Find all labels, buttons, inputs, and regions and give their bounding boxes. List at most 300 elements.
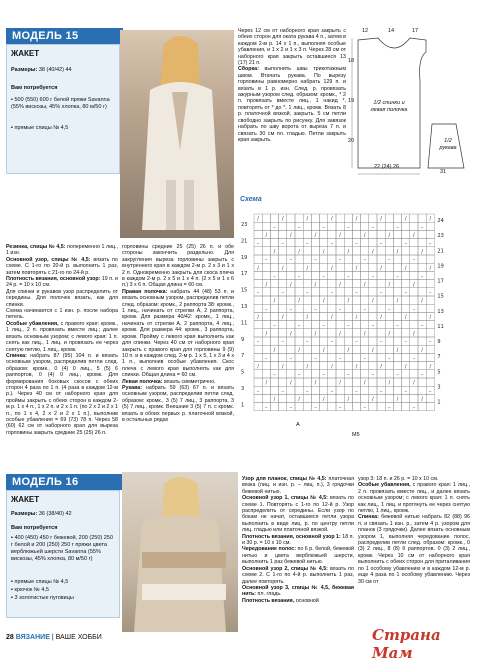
chart-cell bbox=[361, 362, 369, 370]
chart-symbol: / bbox=[429, 314, 432, 321]
chart-symbol: / bbox=[298, 347, 300, 354]
chart-cell bbox=[303, 222, 311, 230]
model15-col1: Резинка, спицы № 4,5: попеременно 1 лиц., 1 изн. Основной узор, спицы № 4,5: вязать по схеме. С 1-го по 20-й р. выполнить 1 раз, затем повторять с 21-го по 24-й р. Плотность вязания, основной узор: 19 п. и 24 р. = 10 х 10 см. Для спинки и рукавов узор распределить от середины. Для полочек вязать, как для спинки. Схема начинается с 1 изн. р. после набора петель. Особые убавления, с правого края: кромк., 1 лиц., 2 п. провязать вместе лиц.; далее вязать основным узором; с левого края: 1 п. снять как лиц., 1 лиц. и провязать ее через снятую петлю, 1 лиц., кромк. Спинка: набрать 87 (95) 104 п. и вязать основным узором, распределив петли след. образом: кромк., 0 (4) 0 лиц., 5 (5) 6 раппортов, 0 (4) 0 лиц., кромк. Для формирования боковых скосов с обеих сторон 4 раза по 1 п. (4 раза в каждом 12-м р.). Через 40 см от наборного края для проймы закрыть с обеих сторон в каждом 2-м р. 1 х 4 п., 1 х 2 п. и 2 х 1 п. (по 2 х 2 и 2 х 1 п., по 1 х 4, 2 х 2 и 2 х 1 п.), выполнив особые убавления = 69 (73) 78 п. Через 58 (60) 62 см от наборного края для выреза горловины закрыть средние 25 (25) 26 п. bbox=[6, 244, 119, 436]
chart-symbol: – bbox=[338, 355, 342, 362]
chart-symbol: – bbox=[347, 224, 350, 231]
chart-cell bbox=[393, 353, 401, 361]
model16-col3: узор 3: 18 п. и 26 р. = 10 х 10 см. Особые убавления, с правого края: 1 лиц., 2 п. провязать вместе лиц., и далее вязать основным узором; с левого края: 1 п. снять как лиц., 1 лиц. и протянуть ее через снятую петлю, 1 лиц., кромк. Спинка: бежевой нитью набрать 82 (88) 96 п. и связать 1 изн. р., затем 4 р. узором для планок (3 грядочки). Далее вязать основным узором 1, выполняя чередование полос, распределив петли след. образом: кромк., 0 (3) 2 лиц., 8 (8) 9 раппортов, 0 (3) 2 лиц., кромк. Через 10 см от наборного края выполнить с обеих сторон для приталивания по 1 особому убавлению и в каждом 12-м р. еще 4 раза по 1 особому убавлению. Через 30 см от bbox=[358, 476, 470, 585]
chart-cell bbox=[344, 263, 352, 271]
chart-cell bbox=[426, 321, 434, 329]
diagram-top-dim-1: 12 bbox=[362, 28, 369, 34]
chart-cell bbox=[361, 263, 369, 271]
chart-symbol: / bbox=[363, 232, 366, 239]
chart-symbol: – bbox=[412, 257, 416, 264]
chart-symbol: – bbox=[355, 290, 358, 296]
chart-repeat-label: М5 bbox=[352, 432, 360, 438]
chart-cell bbox=[361, 394, 369, 402]
need-item: 3 золотистые пуговицы bbox=[14, 595, 74, 601]
chart-cell bbox=[402, 321, 410, 329]
chart-cell bbox=[344, 403, 352, 411]
chart-symbol: / bbox=[273, 249, 276, 255]
chart-symbol: / bbox=[339, 331, 341, 337]
chart-cell bbox=[385, 296, 393, 304]
chart-cell bbox=[361, 370, 369, 378]
chart-cell bbox=[320, 386, 328, 394]
chart-cell bbox=[361, 288, 369, 296]
chart-cell bbox=[303, 271, 311, 279]
chart-symbol: / bbox=[355, 314, 358, 321]
chart-cell bbox=[344, 288, 352, 296]
chart-cell bbox=[328, 255, 336, 263]
chart-symbol: – bbox=[256, 339, 260, 346]
chart-symbol: / bbox=[331, 314, 333, 321]
chart-cell bbox=[369, 337, 377, 345]
chart-cell bbox=[262, 370, 270, 378]
model-photo-figure bbox=[122, 472, 238, 632]
chart-symbol: / bbox=[372, 298, 374, 305]
chart-symbol: / bbox=[314, 380, 317, 387]
chart-cell bbox=[336, 239, 344, 247]
chart-cell bbox=[426, 247, 434, 255]
chart-cell bbox=[262, 345, 270, 353]
chart-row-number-right: 21 bbox=[437, 248, 444, 255]
chart-symbol: / bbox=[290, 331, 292, 337]
chart-cell bbox=[254, 230, 262, 238]
chart-symbol: – bbox=[306, 339, 309, 346]
chart-symbol: – bbox=[306, 240, 309, 247]
chart-cell bbox=[254, 280, 262, 288]
chart-symbol: / bbox=[429, 216, 432, 223]
chart-cell bbox=[262, 394, 270, 402]
chart-row-number-right: 24 bbox=[437, 218, 444, 224]
chart-cell bbox=[303, 329, 311, 337]
chart-cell bbox=[369, 386, 377, 394]
chart-cell bbox=[262, 247, 270, 255]
chart-row-number-left: 1 bbox=[241, 402, 245, 409]
chart-row-number-right: 23 bbox=[437, 233, 444, 240]
chart-row-number-right: 19 bbox=[437, 263, 444, 270]
chart-cell bbox=[418, 312, 426, 320]
chart-cell bbox=[336, 321, 344, 329]
chart-symbol: / bbox=[347, 347, 350, 354]
chart-cell bbox=[320, 239, 328, 247]
chart-row-number-right: 13 bbox=[437, 308, 444, 315]
chart-cell bbox=[426, 370, 434, 378]
chart-cell bbox=[311, 222, 319, 230]
chart-cell bbox=[328, 321, 336, 329]
chart-symbol: / bbox=[281, 216, 284, 223]
chart-symbol: – bbox=[281, 240, 284, 247]
chart-symbol: – bbox=[396, 224, 399, 231]
chart-symbol: / bbox=[404, 314, 407, 321]
diagram-sleeve-dim: 31 bbox=[440, 169, 447, 175]
chart-row-number-right: 9 bbox=[437, 339, 441, 346]
chart-cell bbox=[262, 239, 270, 247]
chart-symbol: – bbox=[429, 339, 432, 346]
chart-cell bbox=[369, 378, 377, 386]
chart-cell bbox=[418, 263, 426, 271]
chart-cell bbox=[344, 362, 352, 370]
chart-cell bbox=[295, 337, 303, 345]
chart-cell bbox=[369, 403, 377, 411]
chart-row-number-left: 7 bbox=[241, 353, 245, 360]
chart-symbol: – bbox=[388, 404, 391, 411]
chart-cell bbox=[344, 312, 352, 320]
chart-cell bbox=[320, 353, 328, 361]
chart-cell bbox=[311, 394, 319, 402]
chart-symbol: – bbox=[412, 306, 416, 313]
chart-symbol: – bbox=[297, 224, 301, 231]
need-item: прямые спицы № 4,5 bbox=[14, 579, 69, 585]
chart-symbol: / bbox=[388, 380, 391, 387]
chart-cell bbox=[336, 247, 344, 255]
chart-cell bbox=[336, 214, 344, 222]
chart-cell bbox=[295, 362, 303, 370]
chart-cell bbox=[336, 263, 344, 271]
chart-cell bbox=[410, 370, 418, 378]
chart-cell bbox=[262, 321, 270, 329]
chart-cell bbox=[377, 280, 385, 288]
chart-symbol: / bbox=[396, 347, 399, 354]
chart-symbol: – bbox=[338, 257, 342, 264]
model16-need-3: ▪ крючок № 4,5 bbox=[11, 587, 49, 593]
chart-symbol: – bbox=[429, 388, 432, 395]
chart-symbol: – bbox=[388, 355, 391, 362]
chart-cell bbox=[303, 296, 311, 304]
chart-symbol: – bbox=[379, 240, 383, 247]
chart-symbol: – bbox=[289, 404, 293, 411]
chart-symbol: – bbox=[330, 388, 334, 395]
chart-cell bbox=[311, 370, 319, 378]
chart-row-number-left: 15 bbox=[241, 287, 248, 294]
chart-symbol: / bbox=[347, 298, 350, 305]
chart-symbol: / bbox=[388, 281, 391, 288]
chart-cell bbox=[254, 304, 262, 312]
chart-symbol: – bbox=[297, 273, 301, 280]
chart-symbol: – bbox=[355, 339, 358, 346]
chart-cell bbox=[287, 271, 295, 279]
chart-symbol: / bbox=[404, 216, 407, 223]
chart-cell bbox=[426, 255, 434, 263]
chart-symbol: – bbox=[338, 306, 342, 313]
chart-symbol: / bbox=[314, 281, 317, 288]
model16-need-label: Вам потребуется bbox=[11, 525, 58, 531]
chart-cell bbox=[328, 271, 336, 279]
chart-cell bbox=[344, 378, 352, 386]
chart-cell bbox=[279, 329, 287, 337]
chart-cell bbox=[369, 329, 377, 337]
chart-symbol: / bbox=[339, 281, 341, 288]
chart-cell bbox=[426, 304, 434, 312]
chart-symbol: / bbox=[396, 396, 399, 403]
chart-cell bbox=[287, 214, 295, 222]
chart-symbol: / bbox=[355, 265, 358, 272]
chart-symbol: / bbox=[265, 232, 268, 239]
chart-cell bbox=[279, 230, 287, 238]
chart-cell bbox=[393, 239, 401, 247]
chart-row-number-right: 15 bbox=[437, 293, 444, 300]
chart-symbol: / bbox=[363, 281, 366, 288]
chart-cell bbox=[295, 230, 303, 238]
chart-cell bbox=[361, 321, 369, 329]
chart-symbol: / bbox=[339, 232, 341, 239]
chart-cell bbox=[369, 353, 377, 361]
chart-row-number-right: 1 bbox=[437, 399, 441, 406]
chart-symbol: / bbox=[380, 363, 382, 370]
chart-cell bbox=[328, 230, 336, 238]
chart-cell bbox=[426, 280, 434, 288]
chart-symbol: – bbox=[289, 306, 293, 313]
chart-cell bbox=[352, 329, 360, 337]
chart-symbol: – bbox=[404, 240, 407, 247]
chart-cell bbox=[303, 403, 311, 411]
chart-cell bbox=[402, 296, 410, 304]
chart-cell bbox=[320, 362, 328, 370]
chart-row-number-left: 23 bbox=[241, 222, 248, 228]
chart-cell bbox=[336, 370, 344, 378]
chart-symbol: / bbox=[306, 363, 309, 370]
chart-symbol: / bbox=[322, 347, 325, 354]
chart-cell bbox=[402, 345, 410, 353]
chart-cell bbox=[418, 386, 426, 394]
model15-col2: горловины средние 25 (25) 26 п. и обе стороны закончить раздельно. Для закругления выреза горловины закрыть с внутреннего края в каждом 2-м р. 2 х 3 и 1 х 2 п. Одновременно закрыть для скоса плеча в каждом 2-м р. 2 х 5 и 1 х 4 п. (2 х 5 и 1 х 6 п.) 3 х 6 п. Общая длина = 60 см. Правая полочка: набрать 44 (48) 53 п. и вязать основным узором, распределив петли след. образом: кромк., 2 раппорта 38: кромк., 1 лиц., начинать от стрелки А, 2 раппорта, кромк. Для размера 40/42: кромк., 1 лиц., начинать от стрелки А, 2 раппорта, 4 лиц., кромк. Для размера 44: кромк., 3 раппорта, кромк. Пройму с левого края выполнить как для спинки. Через 40 см от наборного края закрыть с правого края для горловины 9 (9) 10 п. и в каждом след. 2-м р. 1 х 5, 1 х 3 и 4 х 1 п., выполнив особые убавления. Скос плеча с левого края выполнять как для спинки. Общая длина = 60 см. Левая полочка: вязать симметрично. Рукава: набрать 59 (63) 67 п. и вязать основным узором, распределив петли след. образом: кромк., 3 (5) 7 лиц., 3 раппорта, 3 (5) 7 лиц., кромк. Внешние 3 (5) 7 п. с кромк. вязать в обоих первых р. платочной вязкой, в остальных рядах bbox=[122, 244, 234, 423]
chart-cell bbox=[410, 337, 418, 345]
chart-cell bbox=[254, 345, 262, 353]
chart-symbol: / bbox=[314, 232, 317, 239]
model16-col2: Узор для планок, спицы № 4,5: платочная вязка (лиц. и изн. р. – лиц. п.), 3 грядочки бежевой нитью. Основной узор 1, спицы № 4,5: вязать по схеме 1. Повторять с 1-го по 12-й р. Узор распределить от середины. Если узор по бокам не начат, оставшиеся петли узора выполнить в виде лиц. р. по центру петли лиц. гладью или платочной вязкой. Плотность вязания, основной узор 1: 18 п. и 30 р. = 10 х 10 см. Чередование полос: по 6 р. белой, бежевой нитью и цвета верблюжьей шерсти, выполнить 1 раз бежевой нитью. Основной узор 2, спицы № 4,5: вязать по схеме 2. С 1-го по 4-й р. выполнить 1 раз, далее повторять. Основной узор 3, спицы № 4,5, бежевая нить: пл. гладь. Плотность вязания, основной bbox=[242, 476, 354, 604]
chart-cell bbox=[303, 353, 311, 361]
chart-symbol: / bbox=[281, 363, 284, 370]
chart-cell bbox=[287, 345, 295, 353]
chart-cell bbox=[352, 378, 360, 386]
chart-symbol: / bbox=[306, 314, 309, 321]
chart-cell bbox=[270, 230, 278, 238]
chart-symbol: – bbox=[322, 273, 325, 280]
chart-cell bbox=[311, 271, 319, 279]
chart-symbol: / bbox=[290, 232, 292, 239]
chart-cell bbox=[410, 271, 418, 279]
chart-cell bbox=[352, 222, 360, 230]
chart-symbol: – bbox=[404, 339, 407, 346]
chart-symbol: / bbox=[421, 347, 423, 354]
chart-symbol: / bbox=[298, 249, 300, 255]
chart-cell bbox=[311, 337, 319, 345]
diagram-side-dim-1: 18 bbox=[348, 58, 355, 64]
chart-symbol: / bbox=[273, 396, 276, 403]
chart-symbol: – bbox=[256, 290, 260, 296]
model16-header: МОДЕЛЬ 16 bbox=[6, 474, 123, 490]
chart-cell bbox=[352, 345, 360, 353]
chart-row-number-left: 13 bbox=[241, 304, 248, 310]
chart-cell bbox=[361, 214, 369, 222]
chart-cell bbox=[377, 403, 385, 411]
model16-sidebox bbox=[6, 490, 120, 618]
chart-cell bbox=[270, 312, 278, 320]
chart-cell bbox=[361, 239, 369, 247]
chart-cell bbox=[311, 247, 319, 255]
chart-cell bbox=[385, 321, 393, 329]
chart-cell bbox=[320, 403, 328, 411]
chart-cell bbox=[270, 329, 278, 337]
chart-cell bbox=[295, 329, 303, 337]
chart-cell bbox=[418, 329, 426, 337]
chart-cell bbox=[279, 403, 287, 411]
chart-symbol: / bbox=[380, 265, 382, 272]
chart-cell bbox=[287, 394, 295, 402]
chart-cell bbox=[279, 370, 287, 378]
chart-symbol: – bbox=[363, 404, 366, 411]
chart-symbol: / bbox=[265, 281, 268, 288]
chart-cell bbox=[303, 230, 311, 238]
chart-cell bbox=[303, 304, 311, 312]
chart-cell bbox=[402, 280, 410, 288]
chart-cell bbox=[418, 362, 426, 370]
chart-cell bbox=[328, 403, 336, 411]
chart-symbol: – bbox=[322, 322, 325, 329]
chart-symbol: / bbox=[380, 216, 382, 223]
chart-cell bbox=[311, 312, 319, 320]
chart-cell bbox=[279, 345, 287, 353]
chart-cell bbox=[295, 214, 303, 222]
chart-cell bbox=[287, 386, 295, 394]
page-footer bbox=[6, 634, 102, 641]
chart-cell bbox=[410, 263, 418, 271]
chart-cell bbox=[303, 378, 311, 386]
chart-cell bbox=[352, 321, 360, 329]
chart-cell bbox=[279, 378, 287, 386]
chart-cell bbox=[352, 394, 360, 402]
chart-cell bbox=[279, 304, 287, 312]
model-photo-figure bbox=[120, 30, 234, 238]
chart-cell bbox=[270, 214, 278, 222]
chart-cell bbox=[377, 345, 385, 353]
chart-cell bbox=[336, 222, 344, 230]
model15-header: МОДЕЛЬ 15 bbox=[6, 28, 123, 44]
chart-cell bbox=[393, 304, 401, 312]
chart-symbol: / bbox=[306, 265, 309, 272]
chart-cell bbox=[328, 378, 336, 386]
chart-cell bbox=[369, 288, 377, 296]
chart-cell bbox=[279, 255, 287, 263]
chart-cell bbox=[320, 337, 328, 345]
chart-cell bbox=[270, 239, 278, 247]
chart-cell bbox=[410, 312, 418, 320]
chart-cell bbox=[426, 222, 434, 230]
chart-cell bbox=[270, 304, 278, 312]
chart-cell bbox=[369, 255, 377, 263]
chart-symbol: / bbox=[413, 380, 415, 387]
chart-cell bbox=[377, 329, 385, 337]
chart-symbol: / bbox=[281, 265, 284, 272]
chart-cell bbox=[410, 386, 418, 394]
chart-cell bbox=[262, 214, 270, 222]
chart-cell bbox=[385, 337, 393, 345]
chart-cell bbox=[295, 312, 303, 320]
chart-symbol: – bbox=[338, 404, 342, 411]
chart-symbol: / bbox=[322, 298, 325, 305]
chart-symbol: – bbox=[306, 290, 309, 296]
chart-cell bbox=[393, 337, 401, 345]
chart-symbol: – bbox=[289, 257, 293, 264]
chart-cell bbox=[418, 230, 426, 238]
chart-cell bbox=[369, 239, 377, 247]
chart-cell bbox=[418, 353, 426, 361]
chart-cell bbox=[303, 321, 311, 329]
chart-symbol: / bbox=[331, 265, 333, 272]
chart-cell bbox=[369, 304, 377, 312]
chart-symbol: – bbox=[314, 404, 317, 411]
chart-symbol: – bbox=[388, 257, 391, 264]
chart-symbol: – bbox=[363, 355, 366, 362]
chart-cell bbox=[279, 247, 287, 255]
chart-cell bbox=[361, 271, 369, 279]
chart-symbol: – bbox=[281, 290, 284, 296]
chart-cell bbox=[320, 280, 328, 288]
chart-cell bbox=[254, 394, 262, 402]
chart-cell bbox=[328, 280, 336, 288]
chart-cell bbox=[254, 247, 262, 255]
chart-cell bbox=[377, 353, 385, 361]
chart-cell bbox=[336, 312, 344, 320]
diagram-bottom-dim: 22 (24) 26 bbox=[374, 164, 400, 170]
watermark: Страна Мам bbox=[372, 626, 441, 662]
chart-symbol: – bbox=[404, 290, 407, 296]
chart-cell bbox=[377, 370, 385, 378]
chart-symbol: – bbox=[314, 355, 317, 362]
chart-cell bbox=[344, 239, 352, 247]
chart-cell bbox=[361, 296, 369, 304]
chart-cell bbox=[369, 263, 377, 271]
chart-cell bbox=[295, 239, 303, 247]
chart-cell bbox=[352, 403, 360, 411]
chart-cell bbox=[311, 239, 319, 247]
chart-cell bbox=[385, 214, 393, 222]
chart-cell bbox=[402, 230, 410, 238]
chart-cell bbox=[402, 370, 410, 378]
chart-cell bbox=[328, 370, 336, 378]
chart-symbol: / bbox=[372, 347, 374, 354]
chart-cell bbox=[328, 394, 336, 402]
chart-symbol: – bbox=[363, 257, 366, 264]
chart-cell bbox=[287, 370, 295, 378]
model15-sizes bbox=[11, 67, 72, 74]
chart-symbol: – bbox=[429, 290, 432, 296]
chart-symbol: / bbox=[347, 396, 350, 403]
model16-sizes bbox=[11, 511, 72, 518]
chart-cell bbox=[262, 337, 270, 345]
chart-cell bbox=[393, 403, 401, 411]
chart-cell bbox=[426, 296, 434, 304]
chart-symbol: – bbox=[379, 339, 383, 346]
chart-cell bbox=[270, 403, 278, 411]
chart-cell bbox=[254, 378, 262, 386]
chart-cell bbox=[418, 403, 426, 411]
need-item: крючок № 4,5 bbox=[14, 587, 49, 593]
chart-cell bbox=[344, 214, 352, 222]
chart-symbol: – bbox=[429, 240, 432, 247]
chart-cell bbox=[385, 370, 393, 378]
chart-cell bbox=[320, 312, 328, 320]
chart-symbol: – bbox=[355, 388, 358, 395]
chart-cell bbox=[287, 263, 295, 271]
chart-symbol: – bbox=[347, 372, 350, 378]
chart-symbol: / bbox=[413, 331, 415, 337]
chart-cell bbox=[320, 378, 328, 386]
sizes-label: Размеры: bbox=[11, 511, 38, 517]
chart-cell bbox=[254, 329, 262, 337]
chart-row-number-left: 11 bbox=[241, 320, 248, 327]
chart-cell bbox=[410, 222, 418, 230]
